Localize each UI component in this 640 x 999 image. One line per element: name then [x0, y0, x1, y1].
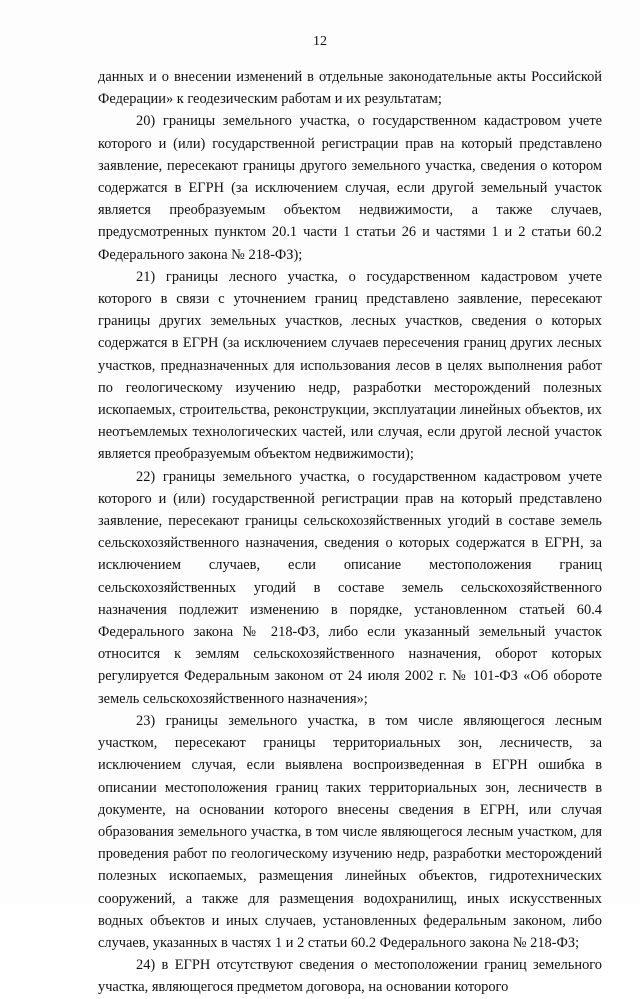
paragraph-item-23: 23) границы земельного участка, в том числе являющегося лесным участком, пересекают границы территориальных зон, лесничеств, за исключением случая, если выявлена воспроизведенная в ЕГРН ошибка в описании местоположения границ таких территориальных зон, лесничеств в документе, на основании которого внесены сведения в ЕГРН, или случая образования земельного участка, в том числе являющегося лесным участком, для проведения работ по геологическому изучению недр, разработки месторождений полезных ископаемых, размещения линейных объектов, гидротехнических сооружений, а также для размещения водохранилищ, иных искусственных водных объектов и иных случаев, установленных федеральным законом, либо случаев, указанных в частях 1 и 2 статьи 60.2 Федерального закона № 218-ФЗ;: [98, 712, 602, 951]
document-body: [98, 66, 602, 999]
paragraph-continuation: данных и о внесении изменений в отдельные законодательные акты Российской Федерации» к геодезическим работам и их результатам;: [98, 69, 602, 108]
paragraph-item-24: 24) в ЕГРН отсутствуют сведения о местоположении границ земельного участка, являющегося предметом договора, на основании которого: [98, 957, 602, 996]
paragraph-item-21: 21) границы лесного участка, о государственном кадастровом учете которого в связи с уточнением границ представлено заявление, пересекают границы других земельных участков, лесных участков, сведения о которых содержатся в ЕГРН (за исключением случаев пересечения границ других лесных участков, предназначенных для использования лесов в целях выполнения работ по геологическому изучению недр, разработки месторождений полезных ископаемых, строительства, реконструкции, эксплуатации линейных объектов, их неотъемлемых технологических частей, или случая, если другой лесной участок является преобразуемым объектом недвижимости);: [98, 268, 602, 463]
page-number: 12: [313, 34, 327, 49]
paragraph-item-22: 22) границы земельного участка, о государственном кадастровом учете которого и (или) государственной регистрации прав на который представлено заявление, пересекают границы сельскохозяйственных угодий в составе земель сельскохозяйственного назначения, сведения о которых содержатся в ЕГРН, за исключением случаев, если описание местоположения границ сельскохозяйственных угодий в составе земель сельскохозяйственного назначения подлежит изменению в порядке, установленном статьей 60.4 Федерального закона № 218-ФЗ, либо если указанный земельный участок относится к землям сельскохозяйственного назначения, оборот которых регулируется Федеральным законом от 24 июля 2002 г. № 101-ФЗ «Об обороте земель сельскохозяйственного назначения»;: [98, 468, 602, 707]
paragraph-item-20: 20) границы земельного участка, о государственном кадастровом учете которого и (или) государственной регистрации прав на который представлено заявление, пересекают границы другого земельного участка, сведения о котором содержатся в ЕГРН (за исключением случая, если другой земельный участок является преобразуемым объектом недвижимости, а также случаев, предусмотренных пунктом 20.1 части 1 статьи 26 и частями 1 и 2 статьи 60.2 Федерального закона № 218-ФЗ);: [98, 113, 602, 263]
